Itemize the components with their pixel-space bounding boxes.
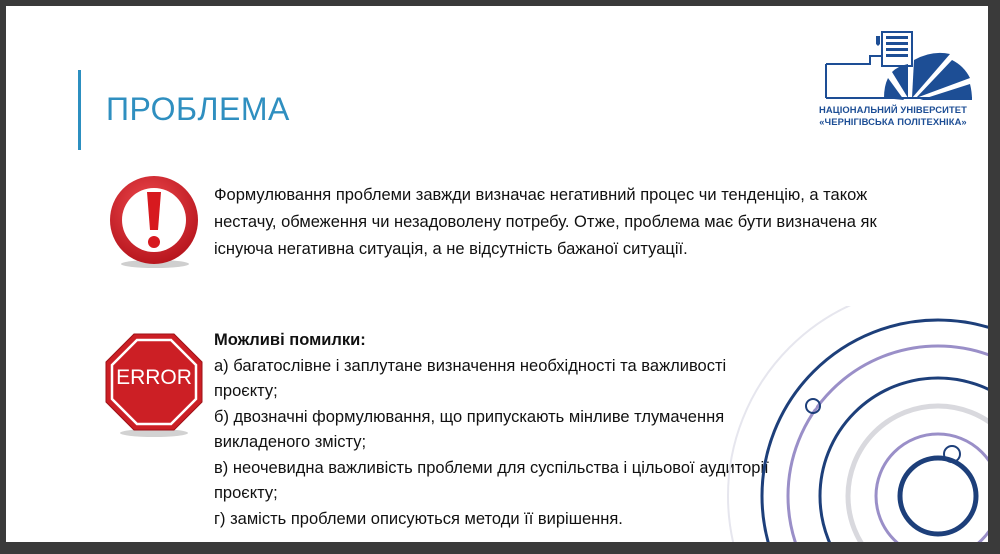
error-item: а) багатослівне і заплутане визначення необхідності та важливості проєкту; [214, 356, 727, 400]
error-item: г) замість проблеми описуються методи її вирішення. [214, 509, 623, 528]
logo-text-line2: «ЧЕРНІГІВСЬКА ПОЛІТЕХНІКА» [819, 116, 967, 127]
error-stop-sign [104, 332, 204, 443]
decorative-circles [706, 306, 988, 542]
problem-description: Формулювання проблеми завжди визначає негативний процес чи тенденцію, а також нестачу, обмеження чи незадоволену потребу. Отже, проблема має бути визначена як існуюча негативна ситуація, а не відсутність бажаної ситуації. [214, 186, 877, 258]
possible-errors [214, 328, 774, 532]
university-logo-icon [812, 26, 974, 104]
error-item: б) двозначні формулювання, що припускають мінливе тлумачення викладеного змісту; [214, 407, 725, 451]
exclamation-warning-icon [106, 174, 202, 270]
errors-heading: Можливі помилки: [214, 331, 366, 349]
title-accent-bar [78, 70, 81, 150]
slide-title: ПРОБЛЕМА [106, 91, 290, 127]
slide [6, 6, 988, 542]
error-sign-label: ERROR [116, 366, 192, 389]
logo-text-line1: НАЦІОНАЛЬНИЙ УНІВЕРСИТЕТ [819, 104, 967, 115]
error-item: в) неочевидна важливість проблеми для суспільства і цільової аудиторії проєкту; [214, 458, 769, 502]
university-logo [812, 26, 974, 132]
